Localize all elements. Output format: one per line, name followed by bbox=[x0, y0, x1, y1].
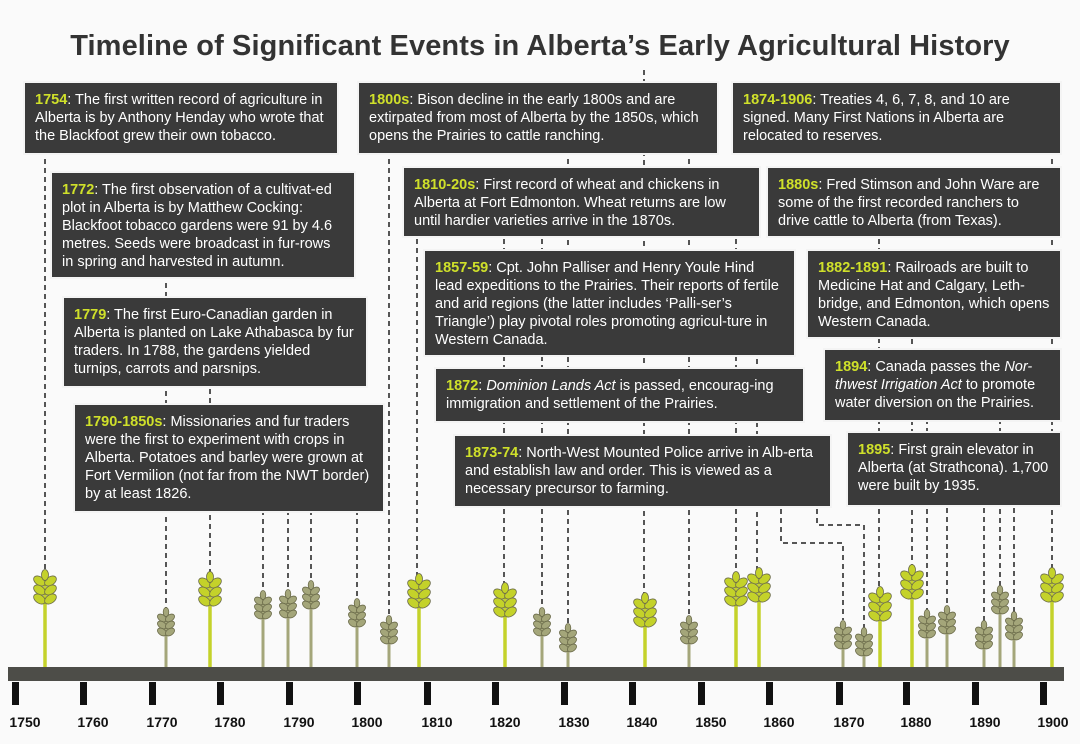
wheat-icon bbox=[379, 616, 399, 669]
axis-tick-label: 1840 bbox=[626, 714, 658, 730]
wheat-icon bbox=[301, 581, 321, 669]
wheat-icon bbox=[1039, 568, 1065, 669]
wheat-icon bbox=[156, 608, 176, 669]
axis-tick bbox=[492, 682, 499, 705]
event-year: 1857-59 bbox=[435, 260, 489, 276]
event-year: 1810-20s bbox=[414, 177, 476, 193]
event-year: 1874-1906 bbox=[743, 92, 813, 108]
event-year: 1895 bbox=[858, 442, 891, 458]
axis-tick bbox=[972, 682, 979, 705]
axis-tick bbox=[354, 682, 361, 705]
wheat-icon bbox=[679, 616, 699, 669]
event-year: 1882-1891 bbox=[818, 260, 888, 276]
wheat-icon bbox=[558, 624, 578, 669]
event-box-1873-74: 1873-74: North-West Mounted Police arrive in Alb-erta and establish law and order. This is viewed as a necessary precursor to farming. bbox=[455, 436, 830, 506]
event-year: 1790-1850s bbox=[85, 414, 163, 430]
event-box-1810-20s: 1810-20s: First record of wheat and chickens in Alberta at Fort Edmonton. Wheat returns are low until hardier varieties arrive in the 1870s. bbox=[404, 168, 759, 236]
wheat-icon bbox=[723, 572, 749, 669]
axis-tick-label: 1860 bbox=[763, 714, 795, 730]
axis-tick bbox=[149, 682, 156, 705]
event-box-1754: 1754: The first written record of agriculture in Alberta is by Anthony Henday who wrote that the Blackfoot grew their own tobacco. bbox=[25, 83, 337, 153]
event-box-1874-1906: 1874-1906: Treaties 4, 6, 7, 8, and 10 are signed. Many First Nations in Alberta are relocated to reserves. bbox=[733, 83, 1060, 153]
axis-bar bbox=[8, 667, 1064, 681]
axis-tick bbox=[561, 682, 568, 705]
wheat-icon bbox=[833, 621, 853, 669]
axis-tick bbox=[836, 682, 843, 705]
axis-tick-label: 1830 bbox=[558, 714, 590, 730]
axis-tick bbox=[1040, 682, 1047, 705]
page-title: Timeline of Significant Events in Alberta’s Early Agricultural History bbox=[70, 30, 1010, 62]
axis-tick-label: 1880 bbox=[900, 714, 932, 730]
event-year: 1754 bbox=[35, 92, 68, 108]
event-box-1857-59: 1857-59: Cpt. John Palliser and Henry Youle Hind lead expeditions to the Prairies. Their reports of fertile and arid regions (the latter includes ‘Palli-ser’s Triangle’) play pivotal roles promoting agricul-ture in Western Canada. bbox=[425, 251, 794, 355]
wheat-icon bbox=[632, 593, 658, 669]
event-box-1772: 1772: The first observation of a cultivat-ed plot in Alberta is by Matthew Cocking: Blackfoot tobacco gardens were 91 by 4.6 metres. Seeds were broadcast in fur-rows in spring and harvested in autumn. bbox=[52, 173, 354, 277]
axis-tick-label: 1890 bbox=[969, 714, 1001, 730]
axis-tick bbox=[286, 682, 293, 705]
wheat-icon bbox=[917, 610, 937, 669]
event-year: 1872 bbox=[446, 378, 479, 394]
axis-tick bbox=[698, 682, 705, 705]
wheat-icon bbox=[406, 574, 432, 669]
wheat-icon bbox=[974, 621, 994, 669]
axis-tick-label: 1750 bbox=[9, 714, 41, 730]
axis-tick-label: 1800 bbox=[351, 714, 383, 730]
event-box-1895: 1895: First grain elevator in Alberta (at Strathcona). 1,700 were built by 1935. bbox=[848, 433, 1060, 505]
event-year: 1772 bbox=[62, 182, 95, 198]
wheat-icon bbox=[347, 599, 367, 669]
wheat-icon bbox=[278, 590, 298, 669]
wheat-icon bbox=[32, 570, 58, 669]
axis-tick-label: 1900 bbox=[1037, 714, 1069, 730]
wheat-icon bbox=[492, 583, 518, 669]
wheat-icon bbox=[532, 608, 552, 669]
event-box-1882-1891: 1882-1891: Railroads are built to Medicine Hat and Calgary, Leth-bridge, and Edmonton, which opens Western Canada. bbox=[808, 251, 1060, 337]
axis-tick bbox=[80, 682, 87, 705]
wheat-icon bbox=[867, 587, 893, 669]
event-box-1779: 1779: The first Euro-Canadian garden in Alberta is planted on Lake Athabasca by fur traders. In 1788, the gardens yielded turnips, carrots and parsnips. bbox=[64, 298, 366, 386]
event-box-1800s: 1800s: Bison decline in the early 1800s and are extirpated from most of Alberta by the 1850s, which opens the Prairies to cattle ranching. bbox=[359, 83, 717, 153]
event-year: 1894 bbox=[835, 359, 868, 375]
axis-tick-label: 1770 bbox=[146, 714, 178, 730]
axis-tick bbox=[766, 682, 773, 705]
event-year: 1779 bbox=[74, 307, 107, 323]
event-year: 1873-74 bbox=[465, 445, 519, 461]
event-box-1880s: 1880s: Fred Stimson and John Ware are some of the first recorded ranchers to drive cattle to Alberta (from Texas). bbox=[768, 168, 1060, 236]
wheat-icon bbox=[854, 628, 874, 669]
axis-tick-label: 1870 bbox=[833, 714, 865, 730]
wheat-icon bbox=[253, 591, 273, 669]
axis-tick-label: 1850 bbox=[695, 714, 727, 730]
axis-tick bbox=[424, 682, 431, 705]
axis-tick bbox=[903, 682, 910, 705]
event-box-1894: 1894: Canada passes the Nor-thwest Irrigation Act to promote water diversion on the Prairies. bbox=[825, 350, 1060, 420]
event-box-1872: 1872: Dominion Lands Act is passed, encourag-ing immigration and settlement of the Prairies. bbox=[436, 369, 803, 421]
wheat-icon bbox=[197, 572, 223, 669]
wheat-icon bbox=[937, 606, 957, 669]
axis-tick-label: 1780 bbox=[214, 714, 246, 730]
axis-tick-label: 1760 bbox=[77, 714, 109, 730]
event-year: 1800s bbox=[369, 92, 410, 108]
axis-tick-label: 1790 bbox=[283, 714, 315, 730]
axis-tick-label: 1810 bbox=[421, 714, 453, 730]
axis-tick bbox=[217, 682, 224, 705]
axis-tick-label: 1820 bbox=[489, 714, 521, 730]
event-box-1790-1850s: 1790-1850s: Missionaries and fur traders were the first to experiment with crops in Alberta. Potatoes and barley were grown at Fort Vermilion (not far from the NWT border) by at least 1826. bbox=[75, 405, 383, 511]
axis-tick bbox=[12, 682, 19, 705]
axis-tick bbox=[629, 682, 636, 705]
wheat-icon bbox=[746, 568, 772, 669]
wheat-icon bbox=[1004, 612, 1024, 669]
event-year: 1880s bbox=[778, 177, 819, 193]
